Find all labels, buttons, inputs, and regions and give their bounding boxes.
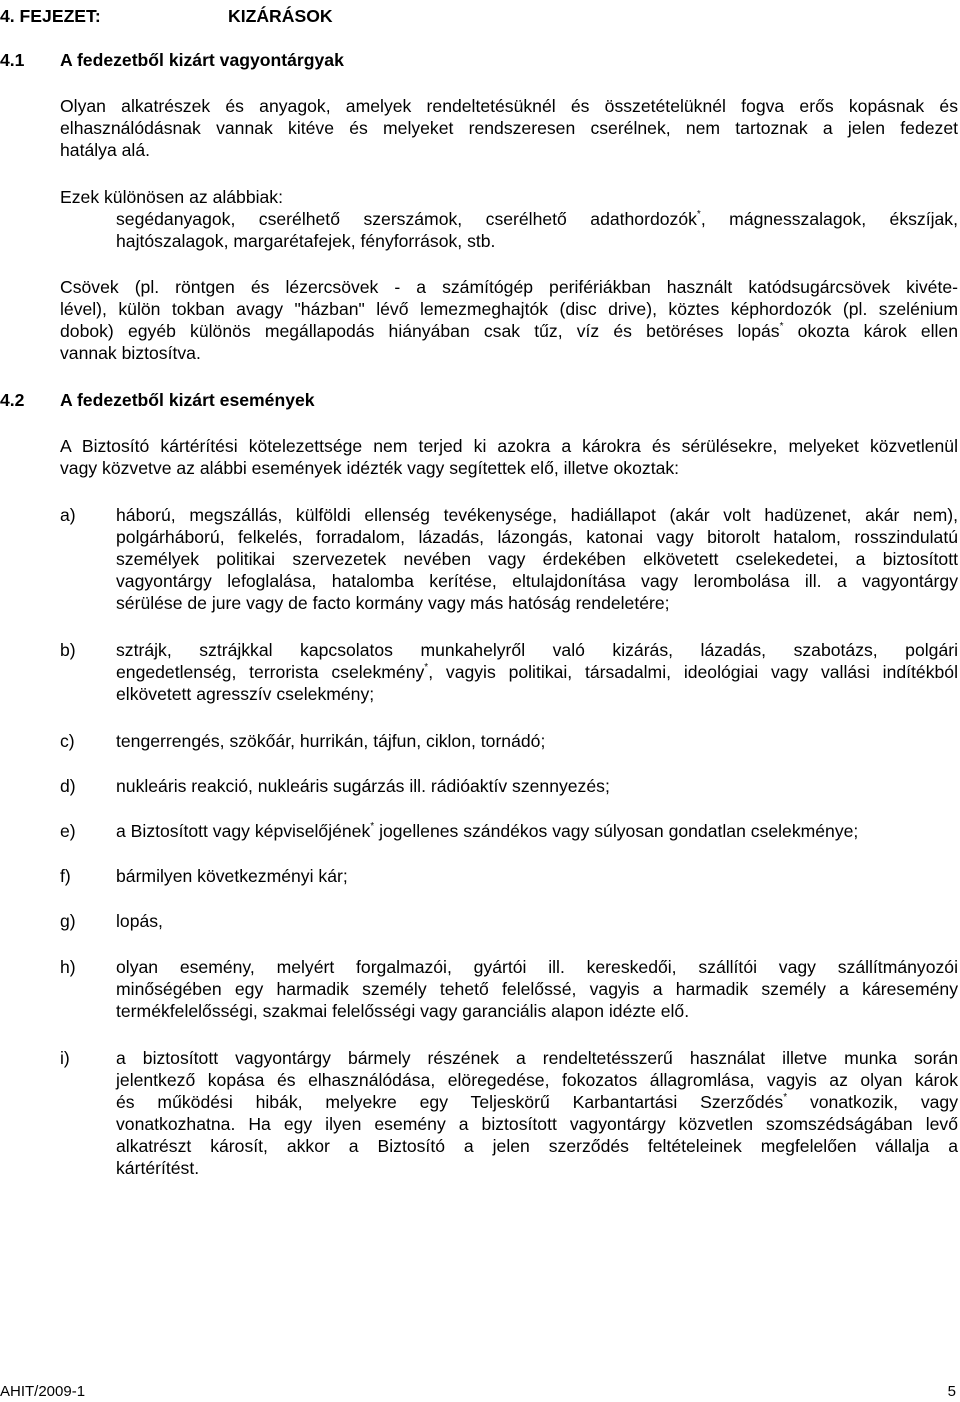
item-i-line: alkatrészt károsít, akkor a Biztosító a jelen szerződés feltételeinek megfelelően vállalja a <box>116 1136 958 1156</box>
footnote-star: * <box>370 821 375 832</box>
footer-doc-code: AHIT/2009-1 <box>0 1383 86 1400</box>
item-a-line: sérülése de jure vagy de facto kormány vagy más hatóság rendeletére; <box>116 593 670 613</box>
list-label-i: i) <box>60 1048 70 1068</box>
footnote-star: * <box>783 1092 788 1103</box>
section-42-number: 4.2 <box>0 390 25 410</box>
list-label-g: g) <box>60 911 76 931</box>
item-i-line: és működési hibák, melyekre egy Teljeskörű Karbantartási Szerződés* vonatkozik, vagy <box>116 1092 959 1112</box>
chapter-number: 4. FEJEZET: <box>0 6 101 26</box>
section-42-title: A fedezetből kizárt események <box>60 390 315 410</box>
item-h-line: olyan esemény, melyért forgalmazói, gyártói ill. kereskedői, szállítói vagy szállítmányozói <box>116 957 958 977</box>
item-a-line: háború, megszállás, külföldi ellenség tevékenysége, hadiállapot (akár volt hadüzenet, akár nem), <box>116 505 958 525</box>
item-c-text: tengerrengés, szökőár, hurrikán, tájfun, ciklon, tornádó; <box>116 731 546 751</box>
list-label-h: h) <box>60 957 76 977</box>
list-label-e: e) <box>60 821 76 841</box>
item-a-line: vagyontárgy lefoglalása, hatalomba kerítése, eltulajdonítása vagy lerombolása ill. a vagyontárgy <box>116 571 958 591</box>
item-h-line: minőségében egy harmadik személy tehető felelőssé, vagyis a harmadik személy a káresemény <box>116 979 958 999</box>
item-f-text: bármilyen következményi kár; <box>116 866 348 886</box>
s41-p1-line: hatálya alá. <box>60 140 150 160</box>
footnote-star: * <box>696 209 701 220</box>
chapter-title: KIZÁRÁSOK <box>228 6 333 26</box>
item-b-line: sztrájk, sztrájkkal kapcsolatos munkahelyről való kizárás, lázadás, szabotázs, polgári <box>116 640 958 660</box>
s41-p1-line: Olyan alkatrészek és anyagok, amelyek rendeltetésüknél és összetételüknél fogva erős kopásnak és <box>60 96 958 116</box>
list-label-b: b) <box>60 640 76 660</box>
section-41-number: 4.1 <box>0 50 25 70</box>
list-label-a: a) <box>60 505 76 525</box>
s41-p3-line: Csövek (pl. röntgen és lézercsövek - a számítógép perifériákban használt katódsugárcsövek kivéte- <box>60 277 958 297</box>
item-i-line: jelentkező kopása és elhasználódása, elöregedése, fokozatos állagromlása, vagyis az olyan károk <box>116 1070 958 1090</box>
s41-p2-list-line: hajtószalagok, margarétafejek, fényforrások, stb. <box>116 231 496 251</box>
section-41-title: A fedezetből kizárt vagyontárgyak <box>60 50 344 70</box>
item-i-line: kártérítést. <box>116 1158 200 1178</box>
footnote-star: * <box>424 662 429 673</box>
list-label-d: d) <box>60 776 76 796</box>
item-a-line: személyek politikai szervezetek nevében vagy érdekében elkövetett cselekedetei, a biztosított <box>116 549 958 569</box>
s41-p2-list-line: segédanyagok, cserélhető szerszámok, cserélhető adathordozók*, mágnesszalagok, ékszíjak, <box>116 209 958 229</box>
item-b-line: engedetlenség, terrorista cselekmény*, vagyis politikai, társadalmi, ideológiai vagy vallási indítékból <box>116 662 958 682</box>
item-d-text: nukleáris reakció, nukleáris sugárzás ill. rádióaktív szennyezés; <box>116 776 610 796</box>
item-i-line: vonatkozhatna. Ha egy ilyen esemény a biztosított vagyontárgy közvetlen szomszédságában levő <box>116 1114 958 1134</box>
item-a-line: polgárháború, felkelés, forradalom, lázadás, lázongás, katonai vagy bitorolt hatalom, rosszindulatú <box>116 527 958 547</box>
s41-p3-line: vannak biztosítva. <box>60 343 201 363</box>
s42-intro-line: A Biztosító kártérítési kötelezettsége nem terjed ki azokra a károkra és sérülésekre, melyeket közvetlenül <box>60 436 958 456</box>
list-label-c: c) <box>60 731 75 751</box>
s41-p2-intro: Ezek különösen az alábbiak: <box>60 187 283 207</box>
item-e-text: a Biztosított vagy képviselőjének* jogellenes szándékos vagy súlyosan gondatlan cselekménye; <box>116 821 859 841</box>
s42-intro-line: vagy közvetve az alábbi események idézték vagy segítettek elő, illetve okoztak: <box>60 458 680 478</box>
item-i-line: a biztosított vagyontárgy bármely részének a rendeltetésszerű használat illetve munka során <box>116 1048 958 1068</box>
page-number: 5 <box>947 1383 956 1400</box>
s41-p3-line: dobok) egyéb különös megállapodás hiányában csak tűz, víz és betöréses lopás* okozta károk ellen <box>60 321 958 341</box>
footnote-star: * <box>779 321 784 332</box>
item-h-line: termékfelelősségi, szakmai felelősségi vagy garanciális alapon idézte elő. <box>116 1001 690 1021</box>
item-g-text: lopás, <box>116 911 163 931</box>
item-b-line: elkövetett agresszív cselekmény; <box>116 684 375 704</box>
list-label-f: f) <box>60 866 71 886</box>
s41-p1-line: elhasználódásnak vannak kitéve és melyeket rendszeresen cserélnek, nem tartoznak a jelen fedezet <box>60 118 958 138</box>
s41-p3-line: lével), külön tokban avagy "házban" lévő lemezmeghajtók (disc drive), köztes képhordozók (pl. szelénium <box>60 299 958 319</box>
